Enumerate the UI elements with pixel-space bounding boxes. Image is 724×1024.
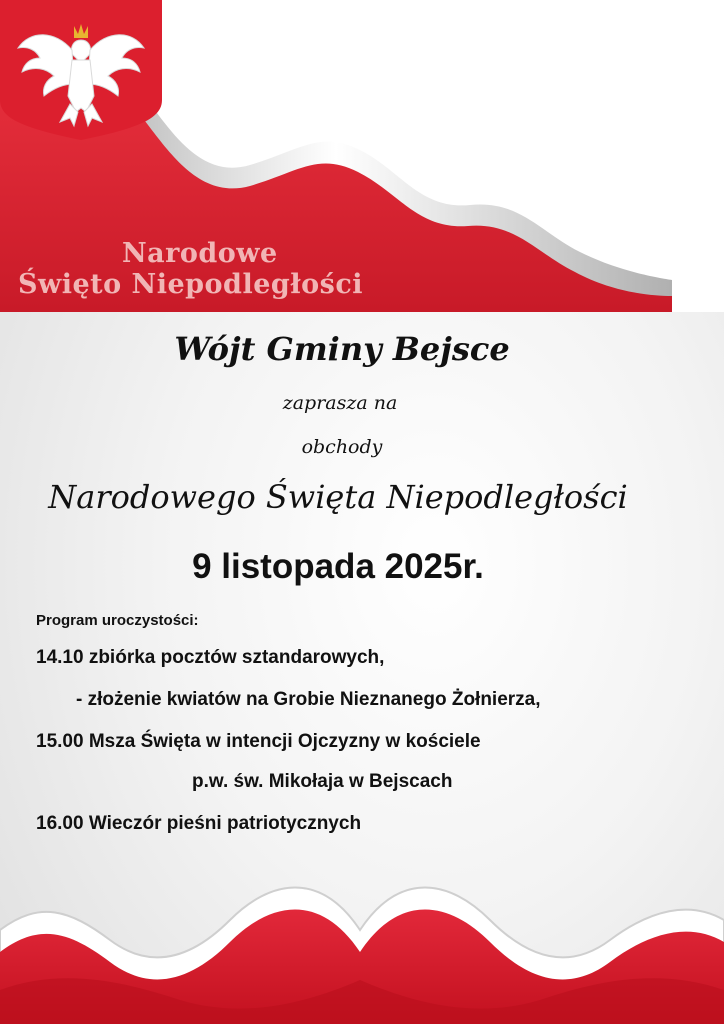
banner-title-line2: Święto Niepodległości <box>18 269 364 300</box>
event-date: 9 listopada 2025r. <box>192 547 484 586</box>
program-item: 15.00 Msza Święta w intencji Ojczyzny w kościele <box>36 731 481 752</box>
footer-ribbon-graphic <box>0 840 724 1024</box>
program-item: p.w. św. Mikołaja w Bejscach <box>192 771 453 792</box>
invitation-verb: zaprasza na <box>282 392 398 414</box>
program-item: 16.00 Wieczór pieśni patriotycznych <box>36 813 362 834</box>
banner-title-line1: Narodowe <box>122 238 278 269</box>
polish-coat-of-arms-icon <box>0 0 162 140</box>
invitation-from: Wójt Gminy Bejsce <box>174 330 510 368</box>
holiday-name: Narodowego Święta Niepodległości <box>48 478 628 516</box>
banner-title <box>18 238 363 300</box>
invitation-object: obchody <box>301 436 383 458</box>
program-item: - złożenie kwiatów na Grobie Nieznanego Żołnierza, <box>76 689 541 710</box>
program-label: Program uroczystości: <box>36 612 199 629</box>
header-banner <box>0 0 724 312</box>
program-item: 14.10 zbiórka pocztów sztandarowych, <box>36 647 385 668</box>
